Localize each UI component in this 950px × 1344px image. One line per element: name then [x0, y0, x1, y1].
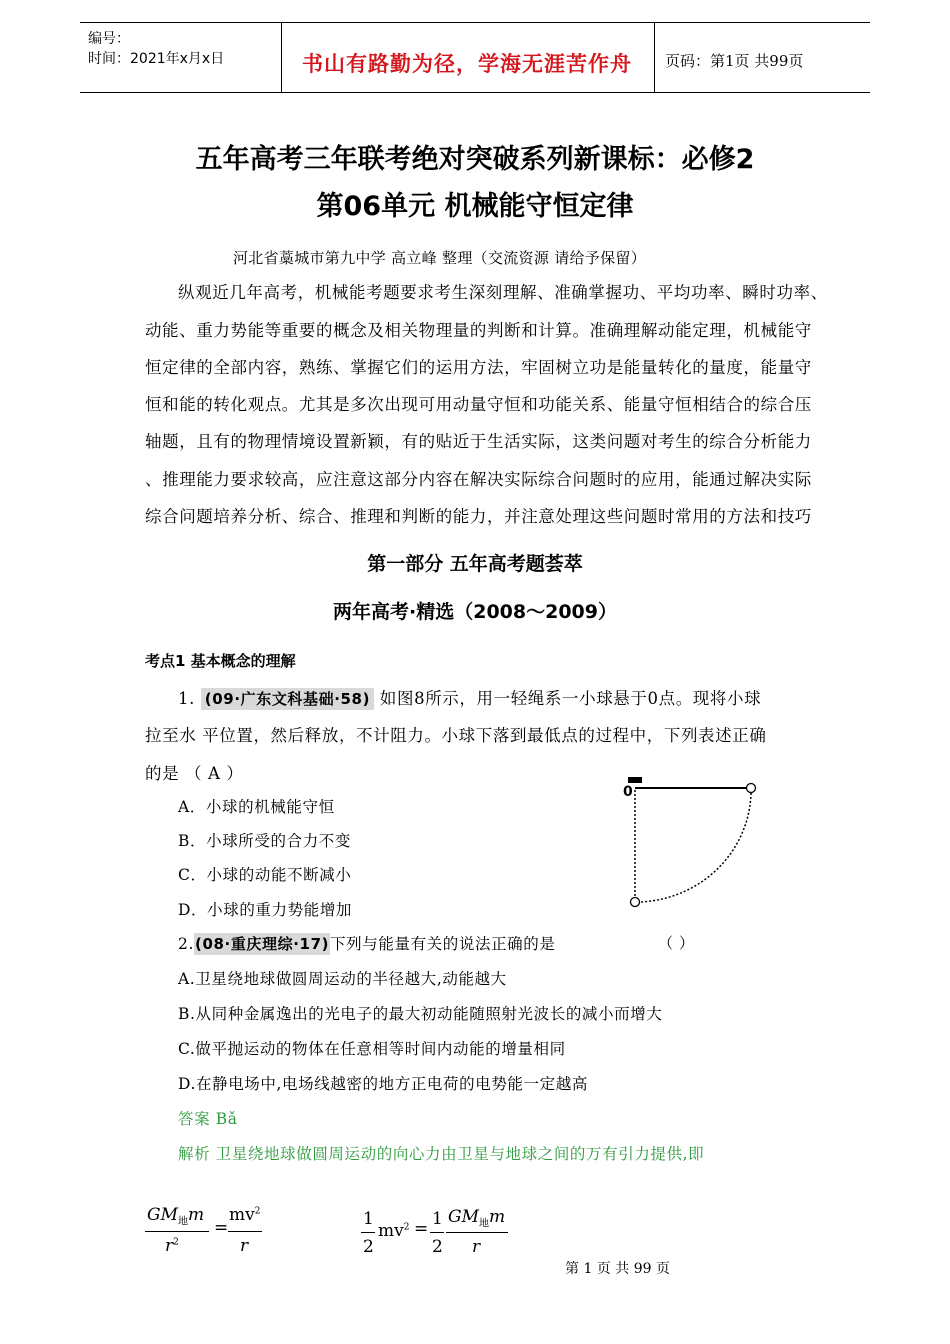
intro-line-5: 轴题，且有的物理情境设置新颖，有的贴近于生活实际，这类问题对考生的综合分析能力: [145, 432, 812, 451]
formula-2-half2-den: 2: [432, 1237, 443, 1257]
author-line: 河北省藁城市第九中学 高立峰 整理（交流资源 请给予保留）: [233, 249, 647, 267]
q1-stem-rest: 如图8所示，用一轻绳系一小球悬于0点。现将小球: [374, 689, 762, 708]
intro-line-4: 恒和能的转化观点。尤其是多次出现可用动量守恒和功能关系、能量守恒相结合的综合压: [145, 395, 812, 414]
q1-line2: 拉至水 平位置，然后释放，不计阻力。小球下落到最低点的过程中，下列表述正确: [145, 726, 767, 745]
q1-option-a: A．小球的机械能守恒: [178, 798, 335, 816]
formula-1-rhs-den: r: [240, 1236, 249, 1256]
intro-line-6: 、推理能力要求较高，应注意这部分内容在解决实际综合问题时的应用，能通过解决实际: [145, 470, 812, 489]
f2-mid: mv: [378, 1221, 404, 1241]
header-divider-left: [281, 22, 282, 92]
formula-2-half2-bar: [430, 1232, 444, 1233]
q2-option-a: A.卫星绕地球做圆周运动的半径越大,动能越大: [178, 970, 507, 988]
formula-1-bar: [145, 1231, 209, 1232]
q2-source-tag: (08·重庆理综·17): [195, 935, 330, 953]
ball-bottom: [631, 898, 640, 907]
intro-line-7: 综合问题培养分析、综合、推理和判断的能力，并注意处理这些问题时常用的方法和技巧: [145, 507, 812, 526]
formula-2-frac-num: [448, 1207, 505, 1229]
formula-1-rhs-bar: [228, 1231, 262, 1232]
q2-bracket: （ ）: [658, 934, 695, 952]
kaodian-heading: 考点1 基本概念的理解: [145, 652, 296, 670]
pendulum-figure: [615, 772, 765, 912]
section-title-2: 两年高考·精选（2008～2009）: [333, 601, 617, 623]
q1-option-d: D．小球的重力势能增加: [178, 901, 353, 919]
q1-line3: 的是 （ A ）: [145, 764, 244, 783]
doc-title-line1: 五年高考三年联考绝对突破系列新课标：必修2: [195, 144, 755, 175]
f2-mid-exp: 2: [403, 1222, 410, 1233]
q1-option-c: C．小球的动能不断减小: [178, 866, 352, 884]
q2-option-d: D.在静电场中,电场线越密的地方正电荷的电势能一定越高: [178, 1075, 588, 1093]
f1-sub: 地: [178, 1216, 188, 1228]
formula-2-half-den: 2: [363, 1237, 374, 1257]
q1-line1: [178, 685, 761, 709]
pivot-label: 0: [623, 784, 633, 800]
header-page-code: 页码：第1页 共99页: [665, 52, 804, 70]
swing-arc: [640, 793, 751, 902]
f2-num-b: m: [489, 1207, 506, 1227]
f2-num-a: GM: [448, 1207, 479, 1227]
q2-analysis: 解析 卫星绕地球做圆周运动的向心力由卫星与地球之间的万有引力提供,即: [178, 1145, 705, 1163]
q2-stem: 下列与能量有关的说法正确的是: [330, 935, 556, 953]
q1-source-tag: (09·广东文科基础·58): [201, 688, 374, 710]
pivot-mount: [628, 777, 642, 783]
formula-2-half-bar: [361, 1232, 375, 1233]
q2-option-c: C.做平抛运动的物体在任意相等时间内动能的增量相同: [178, 1040, 566, 1058]
header-number-label: 编号：: [88, 31, 130, 47]
formula-1-denominator: [165, 1236, 179, 1256]
f1-den-exp: 2: [173, 1237, 179, 1248]
q1-number: 1.: [178, 689, 201, 708]
formula-1-equals: =: [214, 1218, 229, 1238]
formula-2-mid: [378, 1221, 409, 1241]
q2-number: 2.: [178, 935, 194, 953]
formula-2-half-num: 1: [363, 1209, 374, 1229]
f2-sub: 地: [479, 1218, 489, 1230]
q2-option-b: B.从同种金属逸出的光电子的最大初动能随照射光波长的减小而增大: [178, 1005, 663, 1023]
q2-stem-line: [178, 932, 555, 954]
q1-option-b: B．小球所受的合力不变: [178, 832, 351, 850]
intro-line-3: 恒定律的全部内容，熟练、掌握它们的运用方法，牢固树立功是能量转化的量度，能量守: [145, 358, 812, 377]
formula-2-equals: =: [414, 1219, 429, 1239]
doc-title-line2: 第06单元 机械能守恒定律: [316, 191, 634, 222]
intro-line-1: 纵观近几年高考，机械能考题要求考生深刻理解、准确掌握功、平均功率、瞬时功率、: [178, 283, 828, 302]
intro-line-2: 动能、重力势能等重要的概念及相关物理量的判断和计算。准确理解动能定理，机械能守: [145, 321, 812, 340]
header-divider-right: [654, 22, 655, 92]
f1-den: r: [165, 1236, 174, 1256]
f1-num-a: GM: [147, 1205, 178, 1225]
q2-answer: 答案 Bǎ: [178, 1110, 238, 1128]
header-top-rule: [80, 22, 870, 23]
f1-rhs-num: mv: [229, 1205, 255, 1225]
formula-2-half2-num: 1: [432, 1209, 443, 1229]
formula-1-numerator: [147, 1205, 204, 1227]
ball-start: [747, 784, 756, 793]
header-time-label: 时间：2021年x月x日: [88, 51, 225, 67]
f1-num-b: m: [188, 1205, 205, 1225]
formula-2-frac-den: r: [472, 1237, 481, 1257]
header-bottom-rule: [80, 92, 870, 93]
formula-2-frac-bar: [446, 1232, 508, 1233]
section-title-1: 第一部分 五年高考题荟萃: [367, 553, 583, 575]
header-motto: 书山有路勤为径，学海无涯苦作舟: [302, 52, 632, 76]
f1-rhs-exp: 2: [254, 1206, 261, 1217]
formula-1-rhs-num: [229, 1205, 260, 1225]
page-footer: 第 1 页 共 99 页: [565, 1261, 670, 1277]
